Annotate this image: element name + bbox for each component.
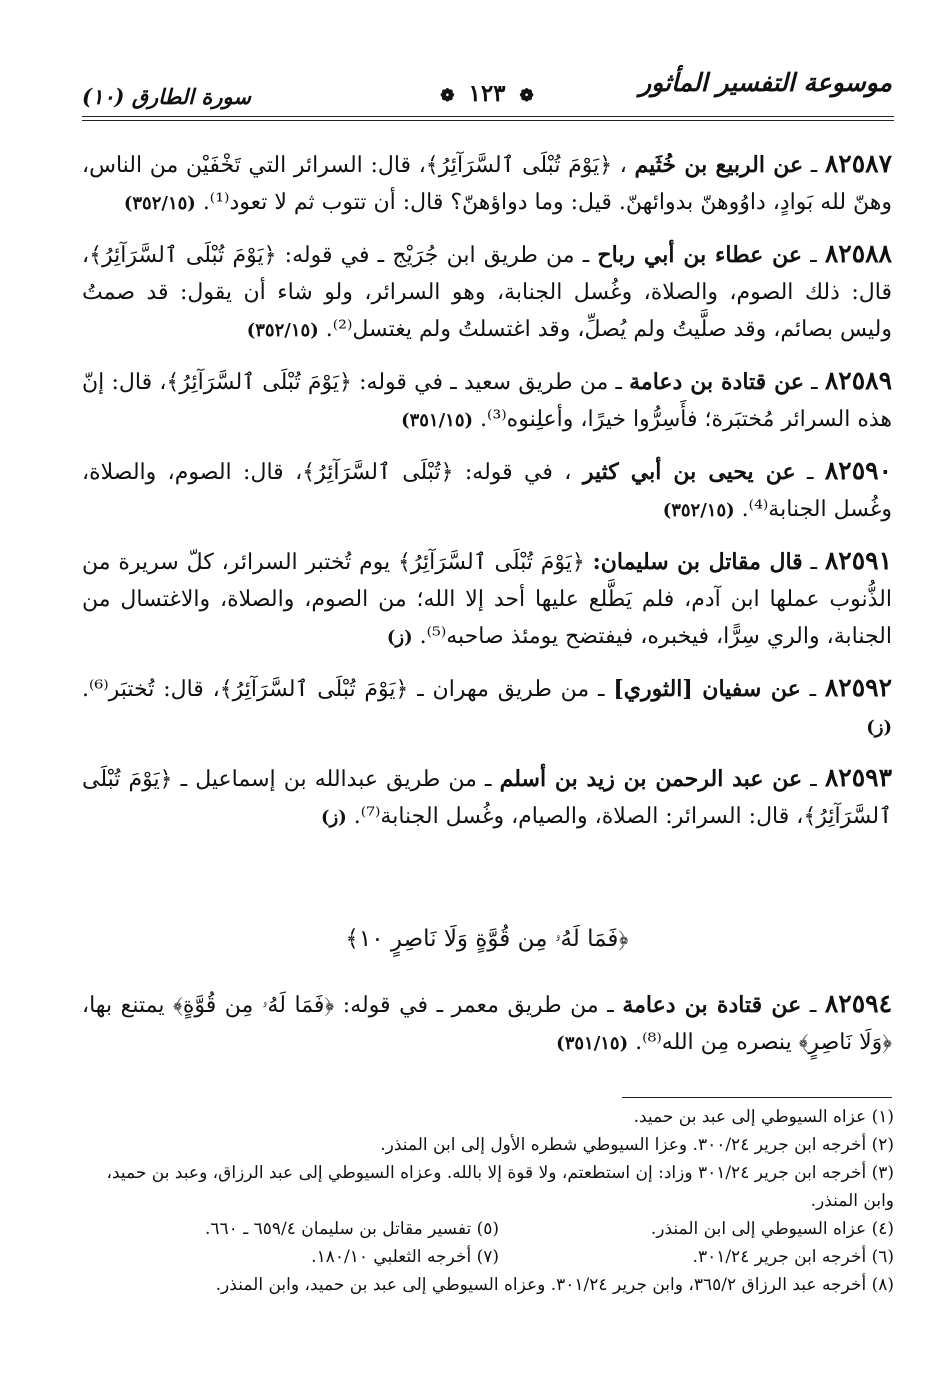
narration-paragraph: ٨٢٥٨٨ ـ عن عطاء بن أبي رباح ـ من طريق ابن جُرَيْج ـ في قوله: ﴿يَوْمَ تُبْلَى ٱلسَّرَآئِرُ﴾، قال: ذلك الصوم، والصلاة، وغُسل الجنابة، وهو السرائر، ولو شاء أن يقول: قد صمتُ وليس بصائم، وقد صلَّيتُ ولم يُصلِّ، وقد اغتسلتُ ولم يغتسل⁽²⁾. (٣٥٢/١٥): [82, 239, 893, 342]
narration-paragraph: ٨٢٥٨٧ ـ عن الربيع بن خُثَيم ، ﴿يَوْمَ تُبْلَى ٱلسَّرَآئِرُ﴾، قال: السرائر التي تَخْفَيْن من الناس، وهنّ لله بَوادٍ، داوُوهنّ بدوائهنّ. قيل: وما دواؤهنّ؟ قال: أن تتوب ثم لا تعود⁽¹⁾. (٣٥٢/١٥): [82, 149, 893, 215]
narration-text: ـ من طريق معمر ـ في قوله: ﴿فَمَا لَهُۥ مِن قُوَّةٍ﴾ يمتنع بها، ﴿وَلَا نَاصِرٍ﴾ ينصره مِن الله⁽⁸⁾.: [82, 993, 892, 1055]
reference: (٣٥١/١٥): [401, 410, 474, 431]
narration-number: ٨٢٥٩٠: [824, 456, 892, 485]
main-text-continued: [82, 985, 892, 1075]
narrator-name: عن عطاء بن أبي رباح: [597, 242, 803, 268]
header-rule: [82, 120, 894, 121]
reference: (٣٥١/١٥): [556, 1033, 629, 1054]
narration-text: ـ من طريق ابن جُرَيْج ـ في قوله: ﴿يَوْمَ تُبْلَى ٱلسَّرَآئِرُ﴾، قال: ذلك الصوم، والصلاة، وغُسل الجنابة، وهو السرائر، ولو شاء أن يقول: قد صمتُ وليس بصائم، وقد صلَّيتُ ولم يُصلِّ، وقد اغتسلتُ ولم يغتسل⁽²⁾.: [82, 243, 893, 342]
quran-verse: ﴿فَمَا لَهُۥ مِن قُوَّةٍ وَلَا نَاصِرٍ ١٠﴾: [345, 926, 629, 952]
footnote: (٤) عزاه السيوطي إلى ابن المنذر.: [650, 1219, 894, 1239]
sura-title: سورة الطارق (١٠): [82, 84, 251, 109]
narrator-name: عن قتادة بن دعامة: [629, 369, 804, 395]
narration-paragraph: ٨٢٥٩٣ ـ عن عبد الرحمن بن زيد بن أسلم ـ من طريق عبدالله بن إسماعيل ـ ﴿يَوْمَ تُبْلَى ٱلسَّرَآئِرُ﴾، قال: السرائر: الصلاة، والصيام، وغُسل الجنابة⁽⁷⁾. (ز): [82, 763, 892, 829]
footnote-row: [82, 1215, 894, 1243]
narration-number: ٨٢٥٨٨: [824, 239, 892, 268]
footnote: (١) عزاه السيوطي إلى عبد بن حميد.: [633, 1107, 894, 1127]
narration-number: ٨٢٥٩٣: [824, 763, 892, 792]
main-text: [82, 145, 892, 849]
narrator-name: عن سفيان [الثوري]: [613, 676, 801, 702]
header-rule: [82, 116, 894, 117]
footnotes: [82, 1103, 894, 1299]
narration-number: ٨٢٥٩٤: [824, 989, 893, 1018]
narrator-name: عن الربيع بن خُثَيم: [634, 152, 804, 178]
narrator-name: عن قتادة بن دعامة: [622, 992, 802, 1018]
reference: (ز): [321, 807, 347, 828]
narration-text: ـ من طريق مهران ـ ﴿يَوْمَ تُبْلَى ٱلسَّرَآئِرُ﴾، قال: تُختبَر⁽⁶⁾.: [82, 677, 605, 702]
narrator-name: عن يحيى بن أبي كثير: [582, 459, 796, 485]
narration-paragraph: ٨٢٥٩٠ ـ عن يحيى بن أبي كثير ، في قوله: ﴿تُبْلَى ٱلسَّرَآئِرُ﴾، قال: الصوم، والصلاة، وغُسل الجنابة⁽⁴⁾. (٣٥٢/١٥): [82, 456, 892, 522]
reference: (٣٥٢/١٥): [246, 320, 319, 341]
footnote: (٥) تفسير مقاتل بن سليمان ٦٥٩/٤ ـ ٦٦٠.: [205, 1219, 499, 1239]
ornament-icon: ❁: [440, 86, 455, 106]
narration-paragraph: ٨٢٥٩٤ ـ عن قتادة بن دعامة ـ من طريق معمر ـ في قوله: ﴿فَمَا لَهُۥ مِن قُوَّةٍ﴾ يمتنع بها، ﴿وَلَا نَاصِرٍ﴾ ينصره مِن الله⁽⁸⁾. (٣٥١/١٥): [82, 989, 893, 1055]
narration-text: ، ﴿يَوْمَ تُبْلَى ٱلسَّرَآئِرُ﴾، قال: السرائر التي تَخْفَيْن من الناس، وهنّ لله بَوادٍ، داوُوهنّ بدوائهنّ. قيل: وما دواؤهنّ؟ قال: أن تتوب ثم لا تعود⁽¹⁾.: [82, 153, 892, 215]
narration-number: ٨٢٥٨٩: [824, 366, 892, 395]
ornament-icon: ❁: [519, 86, 534, 106]
narration-paragraph: ٨٢٥٩٢ ـ عن سفيان [الثوري] ـ من طريق مهران ـ ﴿يَوْمَ تُبْلَى ٱلسَّرَآئِرُ﴾، قال: تُختبَر⁽⁶⁾. (ز): [82, 673, 892, 738]
narration-number: ٨٢٥٩١: [824, 546, 892, 575]
narration-number: ٨٢٥٨٧: [824, 149, 893, 178]
footnote-row: [82, 1243, 894, 1271]
reference: (ز): [386, 627, 413, 648]
reference: (٣٥٢/١٥): [662, 500, 735, 521]
narrator-name: قال مقاتل بن سليمان:: [592, 549, 803, 575]
footnote: (٣) أخرجه ابن جرير ٣٠١/٢٤ وزاد: إن استطعتم، ولا قوة إلا بالله. وعزاه السيوطي إلى عبد الرزاق، وعبد بن حميد، وابن المنذر.: [106, 1163, 894, 1211]
footnote: (٨) أخرجه عبد الرزاق ٣٦٥/٢، وابن جرير ٣٠١/٢٤. وعزاه السيوطي إلى عبد بن حميد، وابن المنذر.: [215, 1275, 894, 1295]
footnote: (٧) أخرجه الثعلبي ١٨٠/١٠.: [311, 1247, 499, 1267]
narration-number: ٨٢٥٩٢: [824, 673, 892, 702]
narration-text: ، في قوله: ﴿تُبْلَى ٱلسَّرَآئِرُ﴾، قال: الصوم، والصلاة، وغُسل الجنابة⁽⁴⁾.: [82, 460, 892, 522]
narration-text: ـ من طريق سعيد ـ في قوله: ﴿يَوْمَ تُبْلَى ٱلسَّرَآئِرُ﴾، قال: إنّ هذه السرائر مُختبَرة؛ فأَسِرُّوا خيرًا، وأعلِنوه⁽³⁾.: [82, 370, 892, 432]
narrator-name: عن عبد الرحمن بن زيد بن أسلم: [499, 766, 803, 792]
page-header: [82, 66, 892, 112]
narration-paragraph: ٨٢٥٨٩ ـ عن قتادة بن دعامة ـ من طريق سعيد ـ في قوله: ﴿يَوْمَ تُبْلَى ٱلسَّرَآئِرُ﴾، قال: إنّ هذه السرائر مُختبَرة؛ فأَسِرُّوا خيرًا، وأعلِنوه⁽³⁾. (٣٥١/١٥): [82, 366, 892, 432]
narration-paragraph: ٨٢٥٩١ ـ قال مقاتل بن سليمان: ﴿يَوْمَ تُبْلَى ٱلسَّرَآئِرُ﴾ يوم تُختبر السرائر، كلّ سريرة من الذُّنوب عملها ابن آدم، فلم يَطَّلع عليها أحد إلا الله؛ من الصوم، والصلاة، والاغتسال من الجنابة، والري سِرًّا، فيخبره، فيفتضح يومئذ صاحبه⁽⁵⁾. (ز): [82, 546, 892, 649]
reference: (٣٥٢/١٥): [123, 193, 196, 214]
footnote: (٢) أخرجه ابن جرير ٣٠٠/٢٤. وعزا السيوطي شطره الأول إلى ابن المنذر.: [380, 1135, 894, 1155]
narration-text: ﴿يَوْمَ تُبْلَى ٱلسَّرَآئِرُ﴾ يوم تُختبر السرائر، كلّ سريرة من الذُّنوب عملها ابن آدم، فلم يَطَّلع عليها أحد إلا الله؛ من الصوم، والصلاة، والاغتسال من الجنابة، والري سِرًّا، فيخبره، فيفتضح يومئذ صاحبه⁽⁵⁾.: [82, 550, 892, 649]
narration-text: ـ من طريق عبدالله بن إسماعيل ـ ﴿يَوْمَ تُبْلَى ٱلسَّرَآئِرُ﴾، قال: السرائر: الصلاة، والصيام، وغُسل الجنابة⁽⁷⁾.: [82, 767, 892, 829]
reference: (ز): [866, 717, 892, 738]
page-number: ١٢٣: [468, 80, 506, 107]
footnote-rule: [622, 1097, 892, 1098]
book-title: موسوعة التفسير المأثور: [639, 68, 892, 97]
footnote: (٦) أخرجه ابن جرير ٣٠١/٢٤.: [692, 1247, 894, 1267]
